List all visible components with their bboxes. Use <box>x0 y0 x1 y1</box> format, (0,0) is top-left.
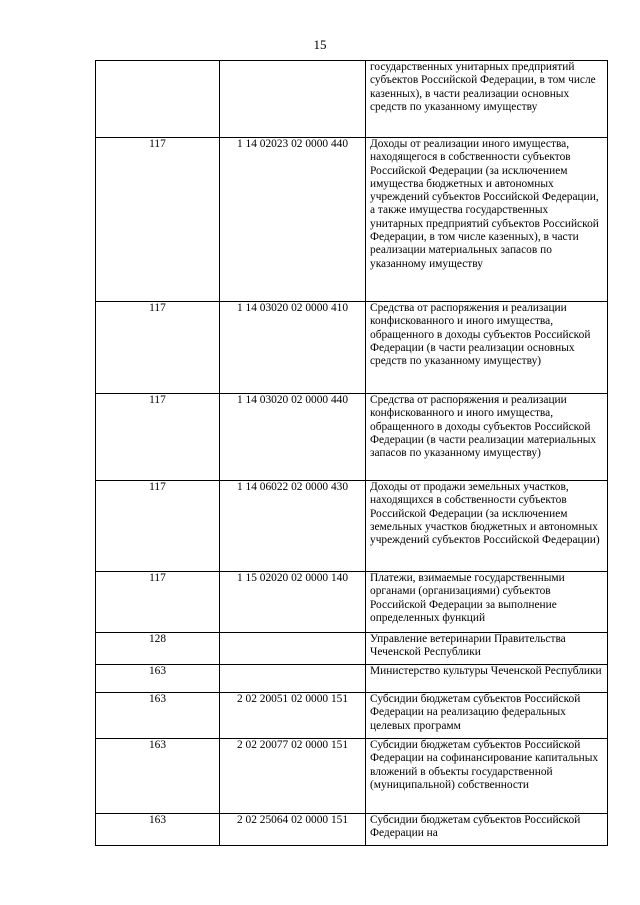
revenue-code-cell: 1 14 03020 02 0000 440 <box>220 394 366 481</box>
revenue-name-cell: Средства от распоряжения и реализации конфискованного и иного имущества, обращенного в доходы субъектов Российской Федерации (в части реализации основных средств по указанному имуществу) <box>366 302 608 394</box>
table-row <box>96 394 608 481</box>
revenue-name-cell: Субсидии бюджетам субъектов Российской Федерации на софинансирование капитальных вложений в объекты государственной (муниципальной) собственности <box>366 739 608 814</box>
page-number: 15 <box>313 37 327 52</box>
admin-code-cell <box>96 61 220 138</box>
revenue-name-cell: Министерство культуры Чеченской Республики <box>366 665 608 693</box>
table-row <box>96 633 608 665</box>
table-row <box>96 138 608 302</box>
revenue-code-cell: 2 02 20051 02 0000 151 <box>220 693 366 739</box>
admin-code-cell: 163 <box>96 693 220 739</box>
admin-code-cell: 163 <box>96 665 220 693</box>
table-row <box>96 814 608 846</box>
revenue-name-cell: Платежи, взимаемые государственными органами (организациями) субъектов Российской Федерации за выполнение определенных функций <box>366 572 608 633</box>
revenue-code-cell: 2 02 20077 02 0000 151 <box>220 739 366 814</box>
admin-code-cell: 117 <box>96 572 220 633</box>
revenue-codes-table <box>95 60 608 846</box>
table-row <box>96 665 608 693</box>
revenue-name-cell: Управление ветеринарии Правительства Чеченской Республики <box>366 633 608 665</box>
revenue-code-cell: 2 02 25064 02 0000 151 <box>220 814 366 846</box>
revenue-name-cell: Субсидии бюджетам субъектов Российской Федерации на реализацию федеральных целевых программ <box>366 693 608 739</box>
revenue-code-cell: 1 14 02023 02 0000 440 <box>220 138 366 302</box>
table-row <box>96 739 608 814</box>
revenue-name-cell: Доходы от продажи земельных участков, находящихся в собственности субъектов Российской Федерации (за исключением земельных участков бюджетных и автономных учреждений субъектов Российской Федерации) <box>366 481 608 572</box>
table-row <box>96 302 608 394</box>
admin-code-cell: 117 <box>96 302 220 394</box>
admin-code-cell: 163 <box>96 739 220 814</box>
revenue-code-cell <box>220 665 366 693</box>
revenue-name-cell: Субсидии бюджетам субъектов Российской Федерации на <box>366 814 608 846</box>
table-row <box>96 481 608 572</box>
revenue-code-cell <box>220 633 366 665</box>
admin-code-cell: 128 <box>96 633 220 665</box>
revenue-name-cell: Доходы от реализации иного имущества, находящегося в собственности субъектов Российской Федерации (за исключением имущества бюджетных и автономных учреждений субъектов Российской Федерации, а также имущества государственных унитарных предприятий субъектов Российской Федерации, в том числе казенных), в части реализации материальных запасов по указанному имуществу <box>366 138 608 302</box>
revenue-code-cell: 1 14 06022 02 0000 430 <box>220 481 366 572</box>
revenue-name-cell: Средства от распоряжения и реализации конфискованного и иного имущества, обращенного в доходы субъектов Российской Федерации (в части реализации материальных запасов по указанному имуществу) <box>366 394 608 481</box>
table-row <box>96 61 608 138</box>
admin-code-cell: 117 <box>96 138 220 302</box>
revenue-name-cell: государственных унитарных предприятий субъектов Российской Федерации, в том числе казенных), в части реализации основных средств по указанному имуществу <box>366 61 608 138</box>
table-row <box>96 572 608 633</box>
admin-code-cell: 117 <box>96 481 220 572</box>
revenue-code-cell <box>220 61 366 138</box>
revenue-code-cell: 1 15 02020 02 0000 140 <box>220 572 366 633</box>
revenue-code-cell: 1 14 03020 02 0000 410 <box>220 302 366 394</box>
table-row <box>96 693 608 739</box>
admin-code-cell: 163 <box>96 814 220 846</box>
admin-code-cell: 117 <box>96 394 220 481</box>
